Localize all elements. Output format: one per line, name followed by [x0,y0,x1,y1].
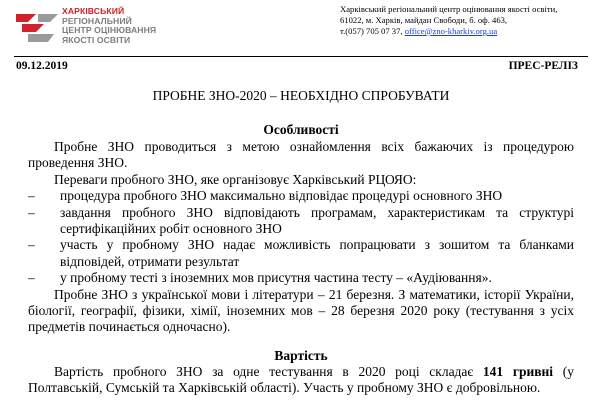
org-email-link[interactable]: office@zno-kharkiv.org.ua [404,26,498,36]
logo-line-2: РЕГІОНАЛЬНИЙ [62,15,132,26]
org-address: 61022, м. Харків, майдан Свободи, б. оф. 463, [340,15,508,25]
cost-heading: Вартість [274,348,328,363]
dash-bullet: – [28,188,35,204]
list-item-text: завдання пробного ЗНО відповідають програмам, характеристикам та структурі сертифікаційних робіт основного ЗНО [60,204,574,237]
list-item-text: процедура пробного ЗНО максимально відповідає процедурі основного ЗНО [60,188,503,204]
cost-text-after: (у Полтавській, Сумській та Харківській області). Участь у пробному ЗНО є добровільною. [28,364,574,396]
features-body [28,139,574,336]
org-phone-email [340,26,595,37]
logo-line-1: ХАРКІВСЬКИЙ [62,6,125,16]
page-title: ПРОБНЕ ЗНО-2020 – НЕОБХІДНО СПРОБУВАТИ [152,88,450,103]
list-item [28,188,574,204]
doc-type: ПРЕС-РЕЛІЗ [508,60,578,72]
cost-text-before: Вартість пробного ЗНО за одне тестування в 2020 році складає [54,364,483,379]
cost-price: 141 гривні [482,364,554,379]
list-item [28,237,574,270]
benefits-intro: Переваги пробного ЗНО, яке організовує Харківський РЦОЯО: [54,171,417,187]
logo-emblem-icon [14,8,60,44]
list-item [28,270,574,286]
dash-bullet: – [28,270,35,286]
test-dates: Пробне ЗНО з української мови і літератури – 21 березня. З математики, історії України, біології, географії, фізики, хімії, іноземних мов – 28 березня 2020 року (тестування з усіх предметів починається одночасно). [28,286,574,335]
list-item [28,205,574,238]
list-item-text: участь у пробному ЗНО надає можливість попрацювати з зошитом та бланками відповідей, отримати результат [60,237,574,269]
benefits-list [28,188,574,286]
header-divider [14,56,588,57]
logo-line-4: ЯКОСТІ ОСВІТИ [62,34,131,45]
logo-line-3: ЦЕНТР ОЦІНЮВАННЯ [62,25,157,36]
features-heading: Особливості [263,122,339,137]
list-item-text: у пробному тесті з іноземних мов присутня частина тесту – «Аудіювання». [60,270,492,286]
org-contacts [340,4,595,37]
org-phone: т.(057) 705 07 37, [340,26,405,36]
dash-bullet: – [28,204,35,220]
features-intro: Пробне ЗНО проводиться з метою ознайомлення всіх бажаючих із процедурою проведення ЗНО. [28,139,574,171]
release-date: 09.12.2019 [16,60,68,72]
logo [14,4,174,50]
cost-body [28,364,574,397]
org-name: Харківський регіональний центр оцінювання якості освіти, [340,4,558,14]
logo-text [62,7,177,45]
cost-text [28,364,574,397]
dash-bullet: – [28,237,35,253]
